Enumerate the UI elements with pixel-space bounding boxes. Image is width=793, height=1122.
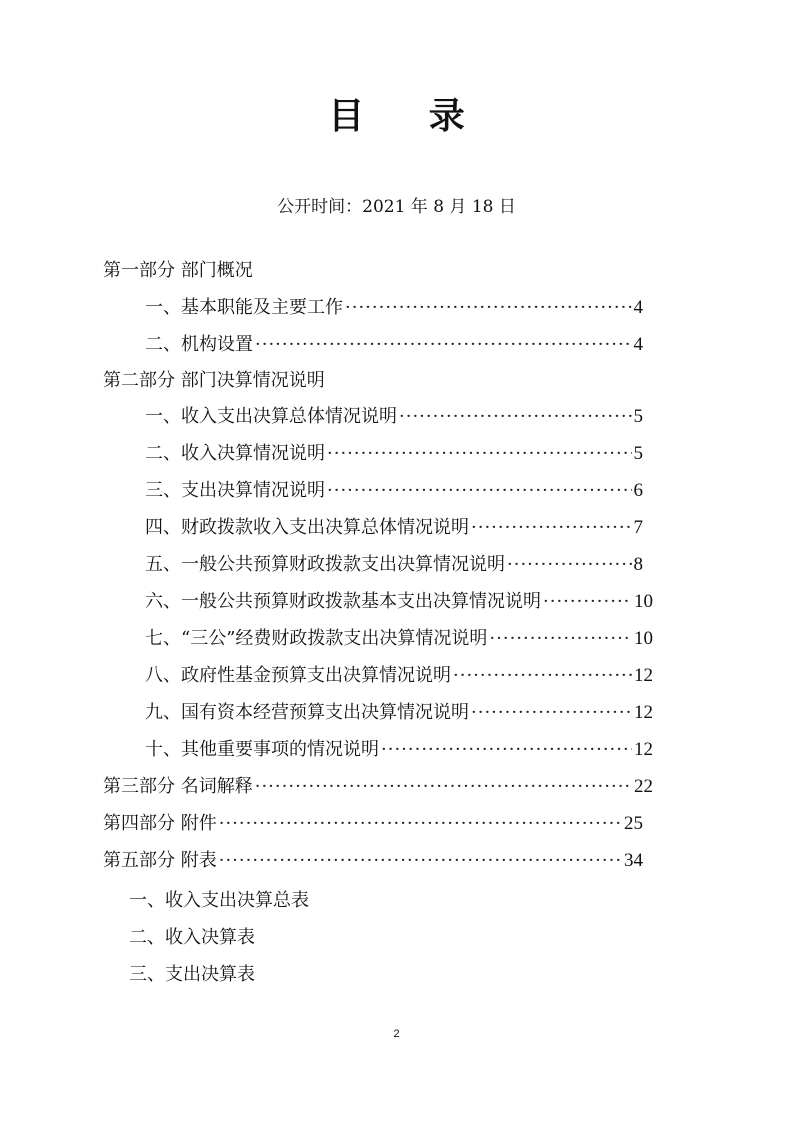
toc-part-3[interactable]: [103, 772, 653, 802]
toc-label: 三、支出决算情况说明: [145, 480, 325, 501]
toc-label: 五、一般公共预算财政拨款支出决算情况说明: [145, 554, 505, 575]
toc-label: 第五部分 附表: [103, 850, 217, 871]
toc-label: 六、一般公共预算财政拨款基本支出决算情况说明: [145, 591, 541, 612]
toc-page: 22: [634, 776, 653, 797]
toc-page: 12: [634, 665, 653, 686]
toc-label: 十、其他重要事项的情况说明: [145, 739, 379, 760]
toc-label: 八、政府性基金预算支出决算情况说明: [145, 665, 451, 686]
dot-leader: [255, 772, 632, 802]
toc-label: 九、国有资本经营预算支出决算情况说明: [145, 702, 469, 723]
toc-entry[interactable]: [145, 624, 653, 654]
dot-leader: [543, 587, 632, 617]
toc-part-5[interactable]: [103, 846, 643, 876]
toc-entry[interactable]: [145, 587, 653, 617]
dot-leader: [219, 846, 622, 876]
dot-leader: [399, 402, 632, 432]
toc-page: 10: [634, 628, 653, 649]
toc-part-1[interactable]: [103, 256, 643, 286]
toc-label: 二、收入决算情况说明: [145, 443, 325, 464]
toc-entry[interactable]: [129, 960, 529, 990]
toc-entry[interactable]: [145, 330, 643, 360]
toc-label: 一、收入支出决算总体情况说明: [145, 406, 397, 427]
dot-leader: [507, 550, 632, 580]
toc-page: 5: [633, 443, 643, 464]
toc-page: 10: [634, 591, 653, 612]
toc-page: 4: [633, 297, 643, 318]
toc-label: 七、“三公”经费财政拨款支出决算情况说明: [145, 628, 488, 649]
toc-page: 4: [633, 334, 643, 355]
toc-page: 8: [633, 554, 643, 575]
dot-leader: [453, 661, 632, 691]
toc-label: 四、财政拨款收入支出决算总体情况说明: [145, 517, 469, 538]
dot-leader: [345, 293, 632, 323]
toc-label: 第四部分 附件: [103, 813, 217, 834]
toc-label: 第一部分 部门概况: [103, 260, 253, 281]
toc-entry[interactable]: [145, 293, 643, 323]
dot-leader: [327, 439, 632, 469]
toc-entry[interactable]: [129, 923, 529, 953]
toc-page: 34: [624, 850, 643, 871]
toc-label: 第二部分 部门决算情况说明: [103, 370, 325, 391]
toc-label: 一、收入支出决算总表: [129, 890, 309, 911]
dot-leader: [489, 624, 632, 654]
publish-date: 公开时间：2021 年 8 月 18 日: [277, 197, 516, 217]
toc-page: 6: [633, 480, 643, 501]
document-title: 目 录: [328, 96, 491, 137]
toc-part-2[interactable]: [103, 366, 643, 396]
dot-leader: [255, 330, 632, 360]
toc-entry[interactable]: [145, 550, 643, 580]
toc-entry[interactable]: [145, 439, 643, 469]
toc-entry[interactable]: [145, 513, 643, 543]
dot-leader: [471, 698, 632, 728]
toc-page: 7: [633, 517, 643, 538]
toc-label: 三、支出决算表: [129, 964, 255, 985]
toc-page: 25: [624, 813, 643, 834]
toc-entry[interactable]: [145, 735, 653, 765]
toc-label: 一、基本职能及主要工作: [145, 297, 343, 318]
toc-entry[interactable]: [145, 476, 643, 506]
toc-entry[interactable]: [145, 402, 643, 432]
toc-page: 5: [633, 406, 643, 427]
dot-leader: [381, 735, 632, 765]
dot-leader: [327, 476, 632, 506]
dot-leader: [219, 809, 622, 839]
toc-label: 第三部分 名词解释: [103, 776, 253, 797]
toc-page: 12: [634, 702, 653, 723]
toc-page: 12: [634, 739, 653, 760]
toc-label: 二、收入决算表: [129, 927, 255, 948]
toc-entry[interactable]: [145, 661, 653, 691]
toc-entry[interactable]: [129, 886, 529, 916]
page-number: 2: [393, 1028, 400, 1040]
toc-entry[interactable]: [145, 698, 653, 728]
toc-label: 二、机构设置: [145, 334, 253, 355]
dot-leader: [471, 513, 632, 543]
toc-part-4[interactable]: [103, 809, 643, 839]
